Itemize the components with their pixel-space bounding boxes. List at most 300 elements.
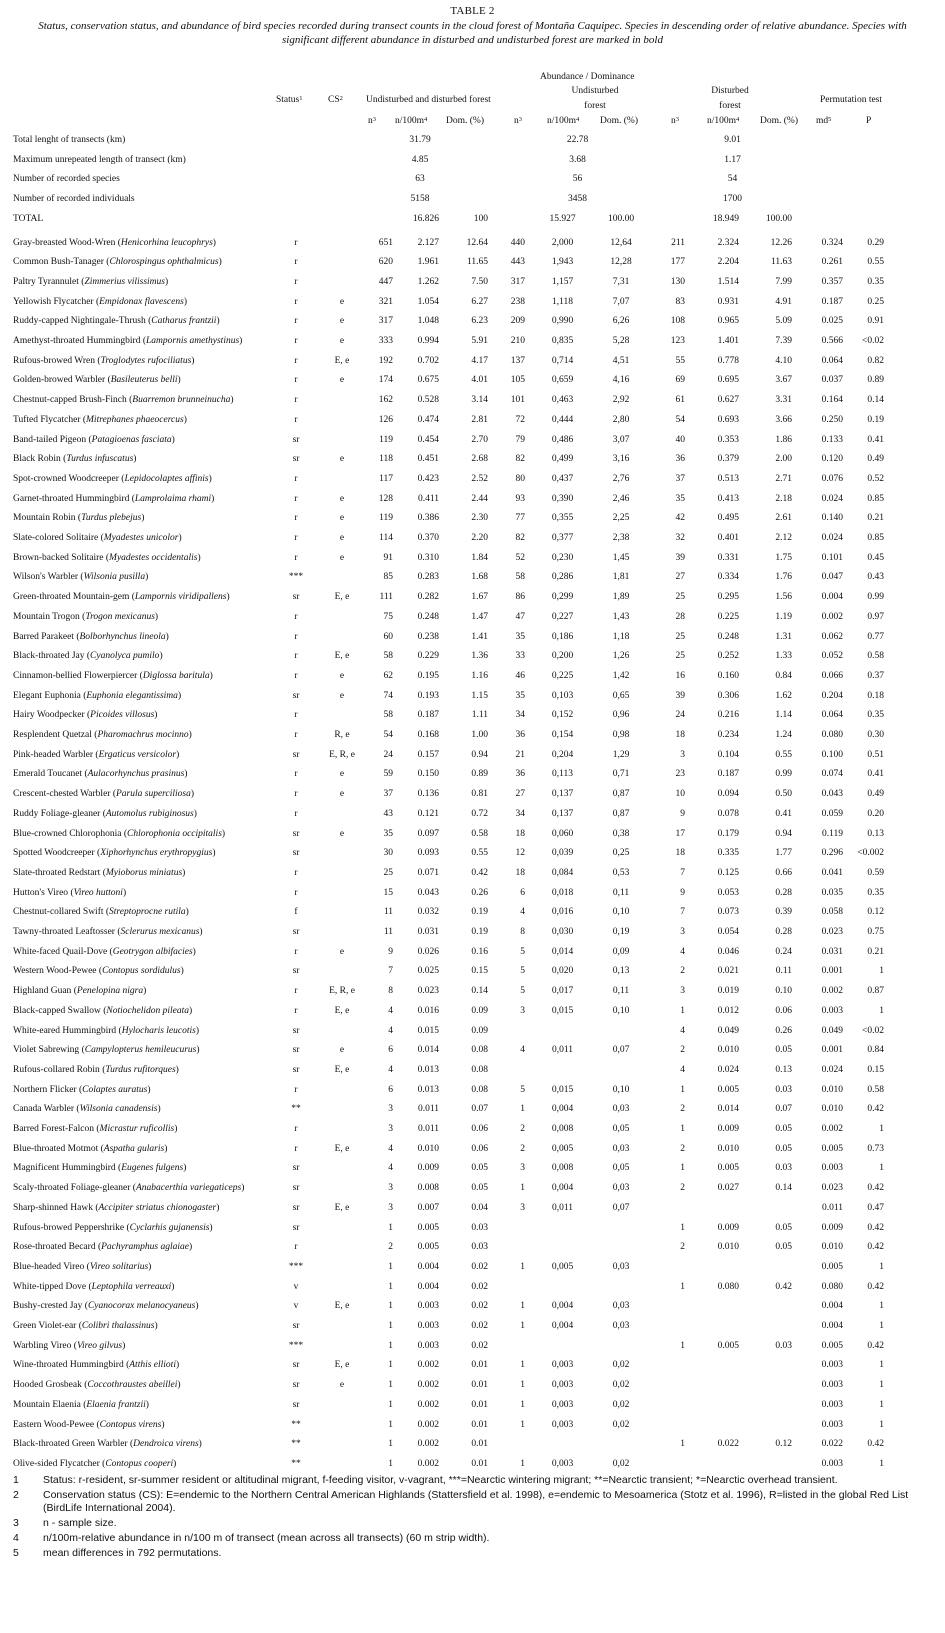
status-cell: r (294, 533, 298, 543)
n100-undisturbed-cell: 0,286 (551, 572, 574, 583)
footnote-text: Status: r-resident, sr-summer resident or altitudinal migrant, f-feeding visitor, v-vagrant, ***=Nearctic wintering migrant; **=Nearctic transient; *=Nearctic overhead transient. (43, 1474, 838, 1486)
dom-undisturbed-cell: 0,03 (612, 1143, 630, 1154)
n100-all-cell: 0.002 (417, 1399, 439, 1410)
n100-disturbed-cell: 0.160 (717, 670, 739, 681)
dom-all-cell: 0.01 (471, 1360, 488, 1371)
species-common-name: Mountain Robin (13, 513, 76, 524)
n100-all-cell: 0.528 (417, 395, 439, 406)
species-scientific-name: Lepidocolaptes affinis (124, 473, 209, 484)
n100-undisturbed-cell: 0,039 (551, 848, 574, 859)
status-cell: f (294, 907, 298, 918)
n-all-cell: 4 (388, 1064, 393, 1075)
dom-disturbed-cell: 2.12 (775, 533, 792, 543)
n100-undisturbed-cell: 0,230 (551, 552, 574, 563)
n100-disturbed-cell: 0.053 (717, 887, 739, 898)
species-common-name: Mountain Elaenia (13, 1399, 81, 1410)
species-row (0, 1122, 945, 1142)
n-disturbed-cell: 32 (675, 533, 685, 543)
species-scientific-name: Notiochelidon pileata (106, 1005, 189, 1016)
md-cell: 0.062 (821, 631, 843, 642)
n-disturbed-cell: 108 (670, 316, 685, 327)
species-scientific-name: Accipiter striatus chionogaster (98, 1202, 217, 1213)
n100-disturbed-cell: 0.022 (717, 1439, 739, 1450)
n100-undisturbed-cell: 0,004 (551, 1104, 574, 1115)
status-cell: r (294, 710, 298, 721)
header-n-dis: $n^3$ (671, 116, 679, 126)
conservation-cell: e (339, 454, 345, 465)
species-name-cell: Canada Warbler (Wilsonia canadensis) (13, 1104, 161, 1115)
species-scientific-name: Zimmerius vilissimus (84, 276, 165, 287)
md-cell: 0.204 (821, 690, 843, 701)
species-scientific-name: Turdus plebejus (81, 513, 142, 524)
n100-disturbed-cell: 0.234 (717, 730, 739, 740)
species-name-cell: White-tipped Dove (Leptophila verreauxi) (13, 1281, 175, 1292)
species-common-name: Spot-crowned Woodcreeper (13, 473, 119, 484)
species-common-name: Black-capped Swallow (13, 1005, 101, 1016)
n-all-cell: 7 (388, 966, 393, 977)
dom-undisturbed-cell: 1,89 (612, 592, 630, 603)
status-cell: sr (292, 1222, 300, 1233)
n100-all-cell: 0.310 (417, 552, 439, 563)
n100-all-cell: 0.002 (417, 1439, 439, 1450)
dom-all-cell: 0.02 (471, 1281, 488, 1292)
species-common-name: Resplendent Quetzal (13, 730, 92, 740)
dom-undisturbed-cell: 6,26 (612, 316, 630, 327)
summary-label: Maximum unrepeated length of transect (km) (13, 154, 186, 165)
species-common-name: Golden-browed Warbler (13, 375, 106, 386)
dom-all-cell: 4.01 (471, 375, 488, 386)
species-common-name: Elegant Euphonia (13, 690, 81, 701)
n-undisturbed-cell: 34 (515, 710, 525, 721)
conservation-cell: E, R, e (329, 749, 355, 760)
n-undisturbed-cell: 1 (520, 1183, 525, 1194)
n100-undisturbed-cell: 0,499 (551, 454, 574, 465)
n100-disturbed-cell: 0.216 (717, 710, 739, 721)
dom-all-cell: 0.01 (471, 1458, 488, 1469)
n100-all-cell: 0.121 (417, 808, 439, 819)
dom-disturbed-cell: 0.28 (775, 887, 792, 898)
p-cell: 0.75 (867, 927, 884, 937)
species-row (0, 630, 945, 650)
dom-undisturbed-cell: 4,51 (612, 355, 630, 366)
md-cell: 0.080 (821, 730, 843, 740)
n100-disturbed-cell: 0.010 (717, 1242, 739, 1253)
species-scientific-name: Hylocharis leucotis (121, 1025, 196, 1036)
n-undisturbed-cell: 317 (510, 276, 525, 287)
n100-disturbed-cell: 0.295 (717, 592, 739, 603)
p-cell: 0.82 (867, 355, 884, 366)
n-all-cell: 128 (378, 493, 393, 504)
status-cell: ** (291, 1439, 301, 1450)
species-name-cell: Spot-crowned Woodcreeper (Lepidocolaptes affinis) (13, 473, 212, 484)
summary-row (0, 192, 945, 212)
n100-undisturbed-cell: 0,003 (551, 1458, 574, 1469)
species-name-cell: Crescent-chested Warbler (Parula superciliosa) (13, 789, 195, 800)
n100-disturbed-cell: 0.005 (717, 1084, 739, 1095)
species-row (0, 1083, 945, 1103)
n100-disturbed-cell: 0.021 (717, 966, 739, 977)
footnote-number: 3 (13, 1517, 19, 1529)
species-row (0, 669, 945, 689)
p-cell: 0.99 (867, 592, 884, 603)
footnote (13, 1517, 933, 1530)
n100-undisturbed-cell: 1,943 (551, 257, 574, 268)
species-scientific-name: Ergaticus versicolor (98, 749, 177, 760)
status-cell: r (294, 867, 298, 878)
n-all-cell: 3 (388, 1202, 393, 1213)
species-name-cell: Slate-throated Redstart (Myioborus miniatus) (13, 867, 186, 878)
species-common-name: Hairy Woodpecker (13, 710, 85, 721)
n100-undisturbed-cell: 0,015 (551, 1084, 574, 1095)
n100-all-cell: 0.043 (417, 887, 439, 898)
dom-undisturbed-cell: 0,65 (612, 690, 630, 701)
n-undisturbed-cell: 33 (515, 651, 525, 662)
species-common-name: Olive-sided Flycatcher (13, 1458, 100, 1469)
summary-all: 31.79 (409, 135, 431, 145)
n-all-cell: 1 (388, 1321, 393, 1331)
species-name-cell: Pink-headed Warbler (Ergaticus versicolor) (13, 749, 180, 760)
conservation-cell: e (339, 296, 345, 307)
n100-disturbed-cell: 0.024 (717, 1064, 739, 1075)
dom-undisturbed-cell: 7,07 (612, 296, 630, 307)
p-cell: 0.59 (867, 867, 884, 878)
dom-undisturbed-cell: 0,09 (612, 946, 630, 957)
header-p: P (866, 116, 872, 126)
n-disturbed-cell: 1 (680, 1439, 685, 1450)
dom-all-cell: 0.02 (471, 1321, 488, 1331)
dom-undisturbed-cell: 0,02 (612, 1419, 630, 1430)
species-row (0, 689, 945, 709)
species-common-name: Bushy-crested Jay (13, 1301, 83, 1312)
dom-all-cell: 0.01 (471, 1399, 488, 1410)
md-cell: 0.566 (821, 336, 843, 346)
p-cell: 1 (879, 1163, 884, 1174)
dom-all-cell: 12.64 (466, 237, 488, 248)
dom-undisturbed-cell: 0,10 (612, 1084, 630, 1095)
n-undisturbed-cell: 52 (515, 552, 525, 563)
md-cell: 0.009 (821, 1222, 843, 1233)
species-name-cell: Mountain Trogon (Trogon mexicanus) (13, 611, 159, 622)
n-undisturbed-cell: 18 (515, 867, 525, 878)
species-row (0, 275, 945, 295)
n100-disturbed-cell: 0.073 (717, 907, 739, 918)
conservation-cell: E, R, e (329, 986, 355, 997)
n-undisturbed-cell: 82 (515, 454, 525, 465)
species-name-cell: Black Robin (Turdus infuscatus) (13, 454, 137, 465)
species-row (0, 866, 945, 886)
dom-disturbed-cell: 3.66 (775, 414, 792, 425)
species-row (0, 748, 945, 768)
status-cell: sr (292, 1321, 300, 1331)
n100-disturbed-cell: 0.014 (717, 1104, 739, 1115)
conservation-cell: E, e (334, 1064, 350, 1075)
species-common-name: Magnificent Hummingbird (13, 1163, 116, 1174)
n-disturbed-cell: 1 (680, 1084, 685, 1095)
p-cell: <0.002 (857, 848, 884, 859)
n-all-cell: 6 (388, 1084, 393, 1095)
n100-all-cell: 0.423 (417, 473, 439, 484)
species-row (0, 1043, 945, 1063)
dom-undisturbed-cell: 5,28 (612, 336, 630, 346)
status-cell: r (294, 730, 298, 740)
status-cell: r (294, 414, 298, 425)
species-scientific-name: Automolus rubiginosus (105, 808, 194, 819)
status-cell: r (294, 1143, 298, 1154)
n-all-cell: 117 (379, 473, 393, 484)
n100-all-cell: 0.016 (417, 1005, 439, 1016)
species-scientific-name: Micrastur ruficollis (99, 1124, 175, 1134)
n100-disturbed-cell: 0.187 (717, 769, 739, 780)
n-all-cell: 111 (379, 592, 393, 603)
dom-undisturbed-cell: 0,07 (612, 1202, 630, 1213)
p-cell: 0.51 (867, 749, 884, 760)
footnote-number: 1 (13, 1474, 19, 1486)
status-cell: sr (292, 1399, 300, 1410)
species-name-cell: Chestnut-capped Brush-Finch (Buarremon brunneinucha) (13, 395, 234, 406)
species-common-name: Highland Guan (13, 986, 72, 997)
n100-disturbed-cell: 0.049 (717, 1025, 739, 1036)
n100-disturbed-cell: 0.005 (717, 1340, 739, 1351)
n100-all-cell: 0.238 (417, 631, 439, 642)
p-cell: 0.37 (867, 670, 884, 681)
n100-undisturbed-cell: 0,103 (551, 690, 574, 701)
dom-disturbed-cell: 2.71 (775, 473, 792, 484)
header-md: $md^5$ (816, 116, 832, 126)
conservation-cell: E, e (334, 355, 350, 366)
header-status: Status$^1$ (276, 95, 303, 105)
species-scientific-name: Streptoprocne rutila (109, 907, 186, 918)
species-scientific-name: Empidonax flavescens (99, 296, 184, 307)
md-cell: 0.059 (821, 808, 843, 819)
dom-all-cell: 5.91 (471, 336, 488, 346)
p-cell: 0.21 (867, 513, 884, 524)
n-disturbed-cell: 18 (675, 730, 685, 740)
dom-all-cell: 2.81 (471, 414, 488, 425)
status-cell: r (294, 1242, 298, 1253)
species-name-cell: Warbling Vireo (Vireo gilvus) (13, 1340, 126, 1351)
n100-disturbed-cell: 0.353 (717, 434, 739, 445)
species-common-name: White-tipped Dove (13, 1281, 87, 1292)
n100-all-cell: 0.013 (417, 1084, 439, 1095)
header-n100-dis: $n/100m^4$ (707, 116, 740, 126)
species-common-name: Chestnut-collared Swift (13, 907, 104, 918)
n100-disturbed-cell: 0.019 (717, 986, 739, 997)
md-cell: 0.047 (821, 572, 843, 583)
species-common-name: Chestnut-capped Brush-Finch (13, 395, 127, 406)
footnote (13, 1532, 933, 1545)
n100-all-cell: 0.023 (417, 986, 439, 997)
n100-all-cell: 0.071 (417, 867, 439, 878)
dom-undisturbed-cell: 0,02 (612, 1360, 630, 1371)
species-common-name: Blue-throated Motmot (13, 1143, 99, 1154)
species-scientific-name: Parula superciliosa (116, 789, 191, 800)
species-name-cell: Black-throated Green Warbler (Dendroica virens) (13, 1439, 202, 1450)
species-name-cell: Violet Sabrewing (Campylopterus hemileucurus) (13, 1045, 200, 1056)
species-scientific-name: Pachyramphus aglaiae (101, 1242, 189, 1253)
n-undisturbed-cell: 1 (520, 1104, 525, 1115)
dom-disturbed-cell: 1.86 (775, 434, 792, 445)
species-row (0, 1437, 945, 1457)
species-common-name: Scaly-throated Foliage-gleaner (13, 1183, 131, 1194)
header-dom-all: Dom. (%) (446, 116, 484, 126)
dom-undisturbed-cell: 0,02 (612, 1458, 630, 1469)
p-cell: 0.73 (867, 1143, 884, 1154)
dom-all-cell: 0.05 (471, 1183, 488, 1194)
conservation-cell: E, e (334, 1202, 350, 1213)
footnote-number: 4 (13, 1532, 19, 1544)
n-undisturbed-cell: 1 (520, 1301, 525, 1312)
dom-undisturbed-cell: 12,64 (610, 237, 632, 248)
header-all-forest: Undisturbed and disturbed forest (366, 95, 491, 105)
dom-undisturbed-cell: 0,03 (612, 1261, 630, 1272)
n-all-cell: 651 (378, 237, 393, 248)
n100-all-cell: 0.168 (417, 730, 439, 740)
n100-all-cell: 0.005 (417, 1242, 439, 1253)
summary-label: Number of recorded species (13, 174, 120, 185)
species-scientific-name: Cyanolyca pumilo (90, 651, 160, 662)
p-cell: 1 (879, 1380, 884, 1391)
n100-undisturbed-cell: 0,225 (551, 670, 574, 681)
dom-disturbed-cell: 1.24 (775, 730, 792, 740)
n100-undisturbed-cell: 0,030 (551, 927, 574, 937)
species-name-cell: Black-throated Jay (Cyanolyca pumilo) (13, 651, 163, 662)
dom-undisturbed-cell: 0,02 (612, 1380, 630, 1391)
species-row (0, 1299, 945, 1319)
table-caption: Status, conservation status, and abundance of bird species recorded during transect counts in the cloud forest of Montaña Caquipec. Species in descending order of relative abundance. Species with significant different abundance in disturbed and undisturbed forest are marked in bold (38, 20, 907, 46)
n-undisturbed-cell: 80 (515, 473, 525, 484)
total-row (0, 212, 945, 232)
md-cell: 0.080 (821, 1281, 843, 1292)
status-cell: r (294, 276, 298, 287)
dom-all-cell: 1.41 (471, 631, 488, 642)
dom-disturbed-cell: 0.26 (775, 1025, 792, 1036)
species-name-cell: Barred Parakeet (Bolborhynchus lineola) (13, 631, 169, 642)
n100-disturbed-cell: 0.513 (717, 473, 739, 484)
md-cell: 0.324 (821, 237, 843, 248)
n100-disturbed-cell: 0.094 (717, 789, 739, 800)
dom-all-cell: 1.84 (471, 552, 488, 563)
species-scientific-name: Sclerurus mexicanus (120, 927, 200, 937)
n-all-cell: 6 (388, 1045, 393, 1056)
n-undisturbed-cell: 440 (510, 237, 525, 248)
dom-undisturbed-cell: 1,81 (612, 572, 630, 583)
dom-all-cell: 3.14 (471, 395, 488, 406)
header-disturbed-2: forest (719, 101, 741, 111)
status-cell: sr (292, 1045, 300, 1056)
species-scientific-name: Contopus sordidulus (102, 966, 181, 977)
status-cell: sr (292, 927, 300, 937)
species-row (0, 314, 945, 334)
n-all-cell: 119 (379, 434, 393, 445)
n-undisturbed-cell: 46 (515, 670, 525, 681)
md-cell: 0.003 (821, 1163, 843, 1174)
n-disturbed-cell: 24 (675, 710, 685, 721)
header-dom-und: Dom. (%) (600, 116, 638, 126)
n-undisturbed-cell: 3 (520, 1202, 525, 1213)
n-all-cell: 317 (378, 316, 393, 327)
dom-disturbed-cell: 0.12 (775, 1439, 792, 1450)
status-cell: sr (292, 1064, 300, 1075)
species-scientific-name: Chlorophonia occipitalis (126, 828, 222, 839)
species-name-cell: Bushy-crested Jay (Cyanocorax melanocyaneus) (13, 1301, 199, 1312)
status-cell: v (293, 1281, 299, 1292)
n-disturbed-cell: 3 (680, 986, 685, 997)
p-cell: 1 (879, 1301, 884, 1312)
dom-all-cell: 0.19 (471, 907, 488, 918)
conservation-cell: R, e (334, 730, 350, 740)
p-cell: <0.02 (862, 336, 884, 346)
conservation-cell: e (339, 552, 345, 563)
dom-all-cell: 6.27 (471, 296, 488, 307)
header-permutation: Permutation test (820, 95, 883, 105)
md-cell: 0.041 (821, 867, 843, 878)
p-cell: 0.52 (867, 473, 884, 484)
dom-all-cell: 2.68 (471, 454, 488, 465)
p-cell: 0.41 (867, 434, 884, 445)
n-all-cell: 1 (388, 1458, 393, 1469)
species-name-cell: Blue-throated Motmot (Aspatha gularis) (13, 1143, 168, 1154)
species-scientific-name: Wilsonia canadensis (79, 1104, 158, 1115)
n100-all-cell: 0.009 (417, 1163, 439, 1174)
n-undisturbed-cell: 5 (520, 966, 525, 977)
n100-all-cell: 0.002 (417, 1360, 439, 1371)
dom-disturbed-cell: 0.55 (775, 749, 792, 760)
n-disturbed-cell: 7 (680, 867, 685, 878)
dom-undisturbed-cell: 0,87 (612, 808, 630, 819)
p-cell: 0.35 (867, 710, 884, 721)
summary-undisturbed: 3.68 (569, 154, 586, 165)
n100-disturbed-cell: 0.054 (717, 927, 739, 937)
status-cell: r (294, 808, 298, 819)
dom-disturbed-cell: 3.31 (775, 395, 792, 406)
dom-disturbed-cell: 0.84 (775, 670, 792, 681)
p-cell: 1 (879, 1261, 884, 1272)
summary-undisturbed: 22.78 (566, 135, 589, 145)
species-name-cell: Wine-throated Hummingbird (Atthis ellioti) (13, 1360, 180, 1371)
species-name-cell: Wilson's Warbler (Wilsonia pusilla) (13, 572, 149, 583)
n100-disturbed-cell: 0.010 (717, 1143, 739, 1154)
n100-all-cell: 2.127 (417, 237, 439, 248)
total-dis-n100: 18.949 (712, 213, 739, 224)
species-common-name: Warbling Vireo (13, 1340, 72, 1351)
status-cell: r (294, 237, 298, 248)
dom-all-cell: 0.09 (471, 1025, 488, 1036)
n-all-cell: 1 (388, 1419, 393, 1430)
species-scientific-name: Colaptes auratus (82, 1084, 148, 1095)
n100-disturbed-cell: 0.027 (717, 1183, 739, 1194)
n100-all-cell: 0.097 (417, 828, 439, 839)
n100-disturbed-cell: 0.306 (717, 690, 739, 701)
species-row (0, 649, 945, 669)
species-name-cell: Slate-colored Solitaire (Myadestes unicolor) (13, 533, 182, 543)
species-name-cell: Gray-breasted Wood-Wren (Henicorhina leucophrys) (13, 237, 216, 248)
n100-all-cell: 0.002 (417, 1380, 439, 1391)
n100-all-cell: 0.675 (417, 375, 439, 386)
n100-all-cell: 0.002 (417, 1419, 439, 1430)
dom-undisturbed-cell: 0,05 (612, 1124, 630, 1134)
dom-undisturbed-cell: 0,87 (612, 789, 630, 800)
species-scientific-name: Vireo gilvus (76, 1340, 123, 1351)
species-row (0, 452, 945, 472)
species-common-name: Brown-backed Solitaire (13, 552, 104, 563)
header-undisturbed-1: Undisturbed (571, 86, 619, 96)
n100-disturbed-cell: 0.413 (717, 493, 739, 504)
n100-all-cell: 0.005 (417, 1222, 439, 1233)
species-name-cell: Mountain Robin (Turdus plebejus) (13, 513, 145, 524)
species-common-name: Slate-colored Solitaire (13, 533, 99, 543)
dom-disturbed-cell: 3.67 (775, 375, 792, 386)
dom-disturbed-cell: 0.05 (775, 1124, 792, 1134)
